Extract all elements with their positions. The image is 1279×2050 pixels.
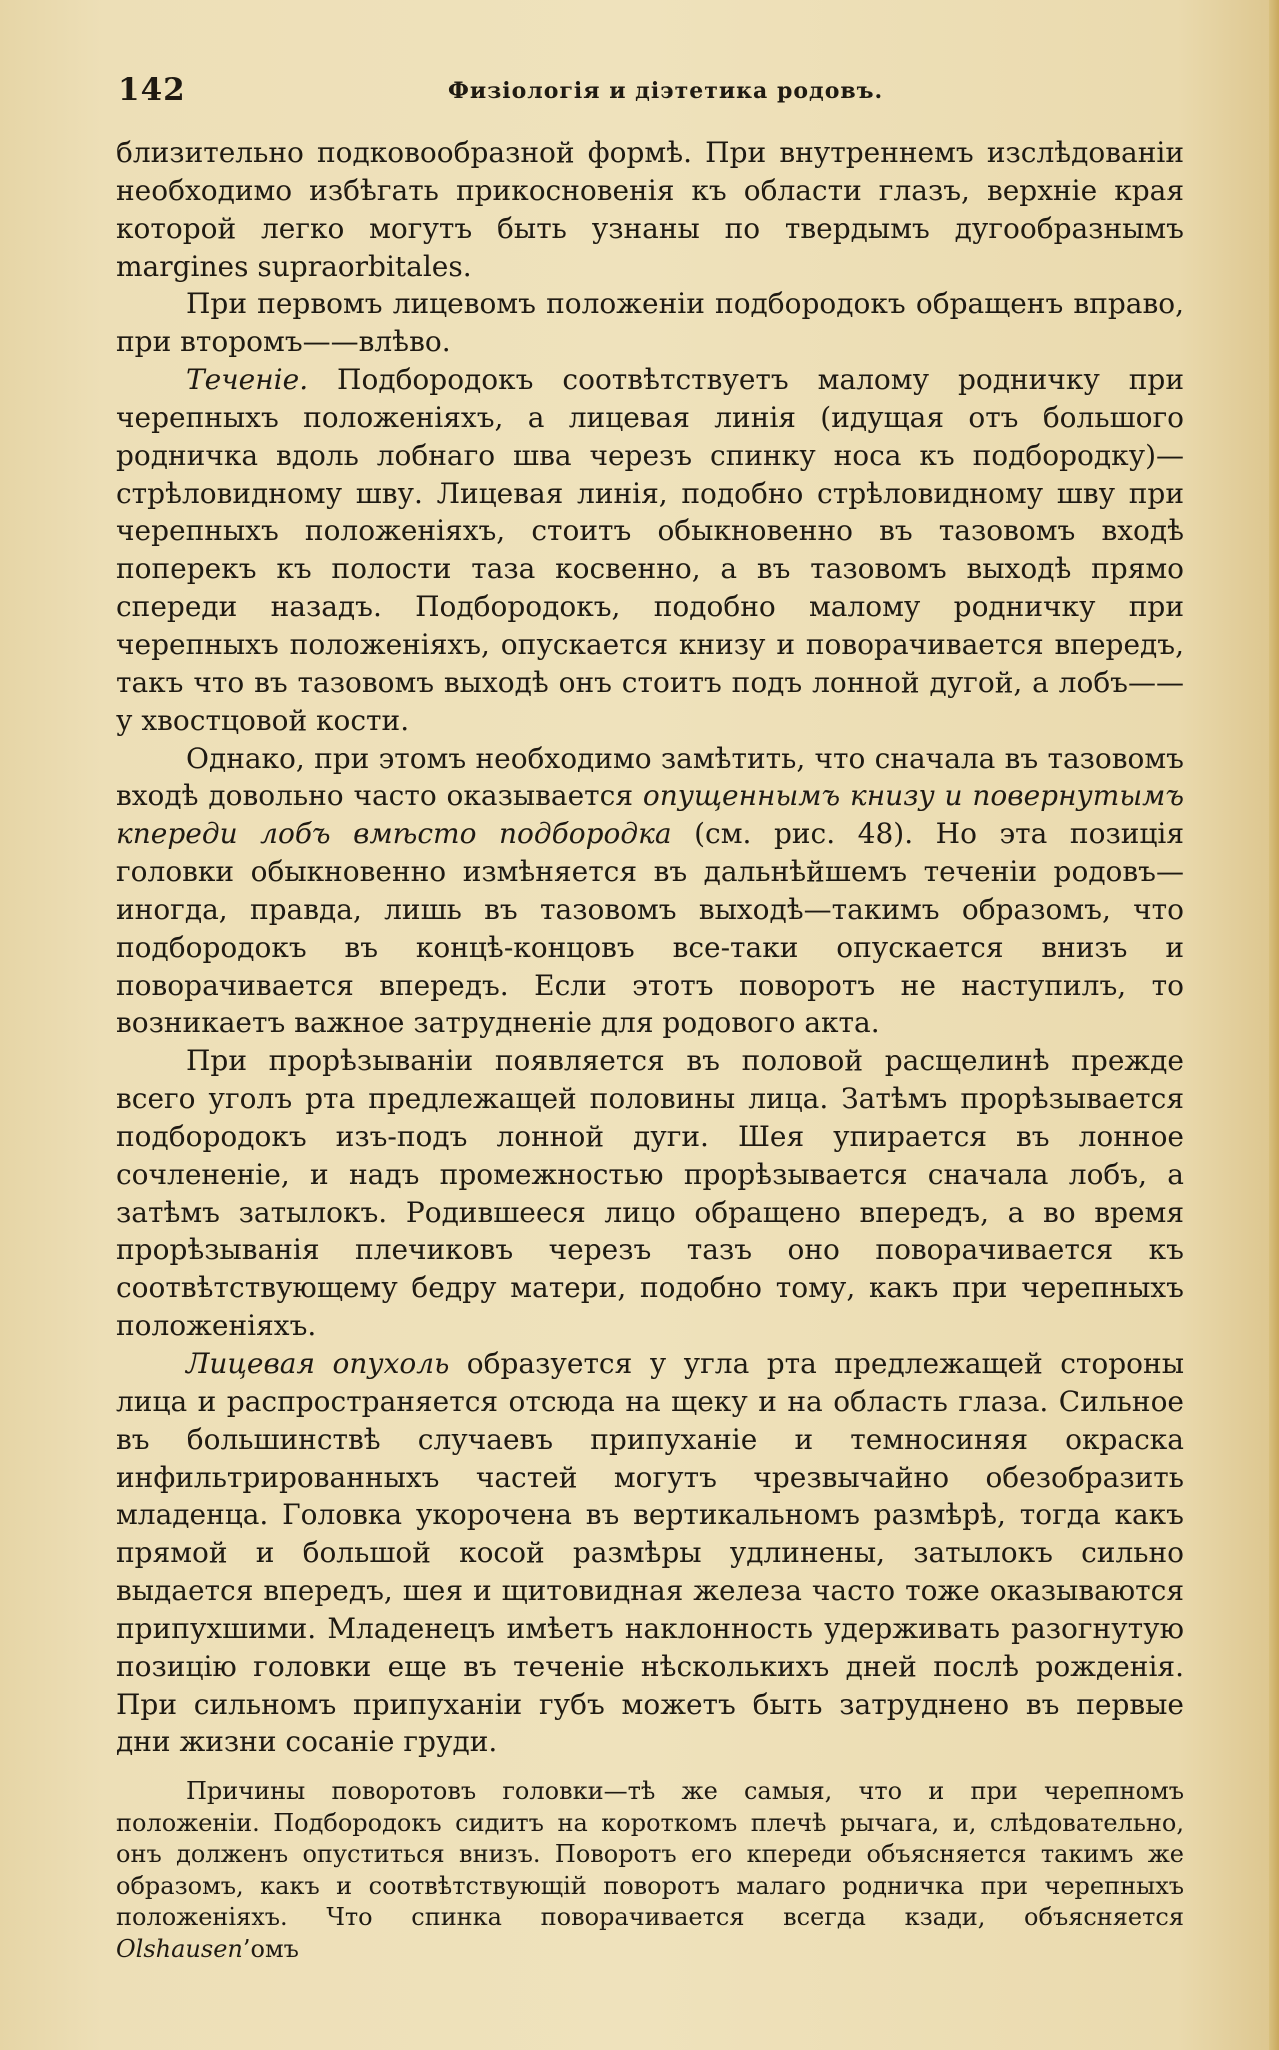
- italic-emphasis: опущеннымъ книзу и повернутымъ кпереди лобъ вмѣсто подбородка: [116, 779, 1185, 851]
- small-paragraph: [116, 1776, 1184, 1965]
- page-number: 142: [118, 72, 186, 108]
- page-edge: [1269, 0, 1279, 2050]
- italic-heading-techenie: Теченіе.: [186, 363, 309, 397]
- paragraph-text: При первомъ лицевомъ положеніи подбородокъ обращенъ вправо, при второмъ——влѣво.: [116, 287, 1184, 359]
- page-header: [118, 72, 1178, 116]
- running-head: Физіологія и діэтетика родовъ.: [448, 78, 884, 104]
- paragraph-text: При прорѣзываніи появляется въ половой расщелинѣ прежде всего уголъ рта предлежащей половины лица. Затѣмъ прорѣзывается подбородокъ изъ-подъ лонной дуги. Шея упирается въ лонное сочлененіе, и надъ промежностью прорѣзывается сначала лобъ, а затѣмъ затылокъ. Родившееся лицо обращено впередъ, а во время прорѣзыванія плечиковъ черезъ тазъ оно поворачивается къ соотвѣтствующему бедру матери, подобно тому, какъ при черепныхъ положеніяхъ.: [116, 1044, 1184, 1343]
- paragraph-6: [116, 1345, 1184, 1761]
- paragraph-5: [116, 1042, 1184, 1345]
- paragraph-4: [116, 740, 1184, 1043]
- paragraph-1: [116, 134, 1184, 285]
- paragraph-text: (см. рис. 48). Но эта позиція головки обыкновенно измѣняется въ дальнѣйшемъ теченіи родовъ— иногда, правда, лишь въ тазовомъ выходѣ—такимъ образомъ, что подбородокъ въ концѣ-концовъ все-таки опускается внизъ и поворачивается впередъ. Если этотъ поворотъ не наступилъ, то возникаетъ важное затрудненіе для родового акта.: [116, 817, 1185, 1040]
- paragraph-text: Подбородокъ соотвѣтствуетъ малому родничку при черепныхъ положеніяхъ, а лицевая линія (идущая отъ большого родничка вдоль лобнаго шва черезъ спинку носа къ подбородку)—стрѣловидному шву. Лицевая линія, подобно стрѣловидному шву при черепныхъ положеніяхъ, стоитъ обыкновенно въ тазовомъ входѣ поперекъ къ полости таза косвенно, а въ тазовомъ выходѣ прямо спереди назадъ. Подбородокъ, подобно малому родничку при черепныхъ положеніяхъ, опускается книзу и поворачивается впередъ, такъ что въ тазовомъ выходѣ онъ стоитъ подъ лонной дугой, а лобъ——у хвостцовой кости.: [116, 363, 1184, 737]
- small-print-note: [116, 1776, 1184, 1965]
- paragraph-3: [116, 361, 1184, 739]
- main-text: [116, 134, 1184, 1761]
- paragraph-text: Однако, при этомъ необходимо замѣтить, что сначала въ тазовомъ входѣ довольно часто оказывается: [116, 741, 1184, 813]
- paragraph-text: ’омъ: [242, 1934, 299, 1963]
- paragraph-text: Причины поворотовъ головки—тѣ же самыя, что и при черепномъ положеніи. Подбородокъ сидитъ на короткомъ плечѣ рычага, и, слѣдовательно, онъ долженъ опуститься внизъ. Поворотъ его кпереди объясняется такимъ же образомъ, какъ и соотвѣтствующій поворотъ малаго родничка при черепныхъ положеніяхъ. Что спинка поворачивается всегда кзади, объясняется: [116, 1777, 1184, 1931]
- paragraph-text: образуется у угла рта предлежащей стороны лица и распространяется отсюда на щеку и на область глаза. Сильное въ большинствѣ случаевъ припуханіе и темносиняя окраска инфильтрированныхъ частей могутъ чрезвычайно обезобразить младенца. Головка укорочена въ вертикальномъ размѣрѣ, тогда какъ прямой и большой косой размѣры удлинены, затылокъ сильно выдается впередъ, шея и щитовидная железа часто тоже оказываются припухшими. Младенецъ имѣетъ наклонность удерживать разогнутую позицію головки еще въ теченіе нѣсколькихъ дней послѣ рожденія. При сильномъ припуханіи губъ можетъ быть затруднено въ первые дни жизни сосаніе груди.: [116, 1347, 1184, 1759]
- paragraph-text: близительно подковообразной формѣ. При внутреннемъ изслѣдованіи необходимо избѣгать прикосновенія къ области глазъ, верхніе края которой легко могутъ быть узнаны по твердымъ дугообразнымъ margines supraorbitales.: [116, 136, 1184, 283]
- italic-name: Olshausen: [116, 1934, 243, 1963]
- paragraph-2: [116, 285, 1184, 361]
- italic-heading-litsevaya-opukhol: Лицевая опухоль: [186, 1347, 450, 1380]
